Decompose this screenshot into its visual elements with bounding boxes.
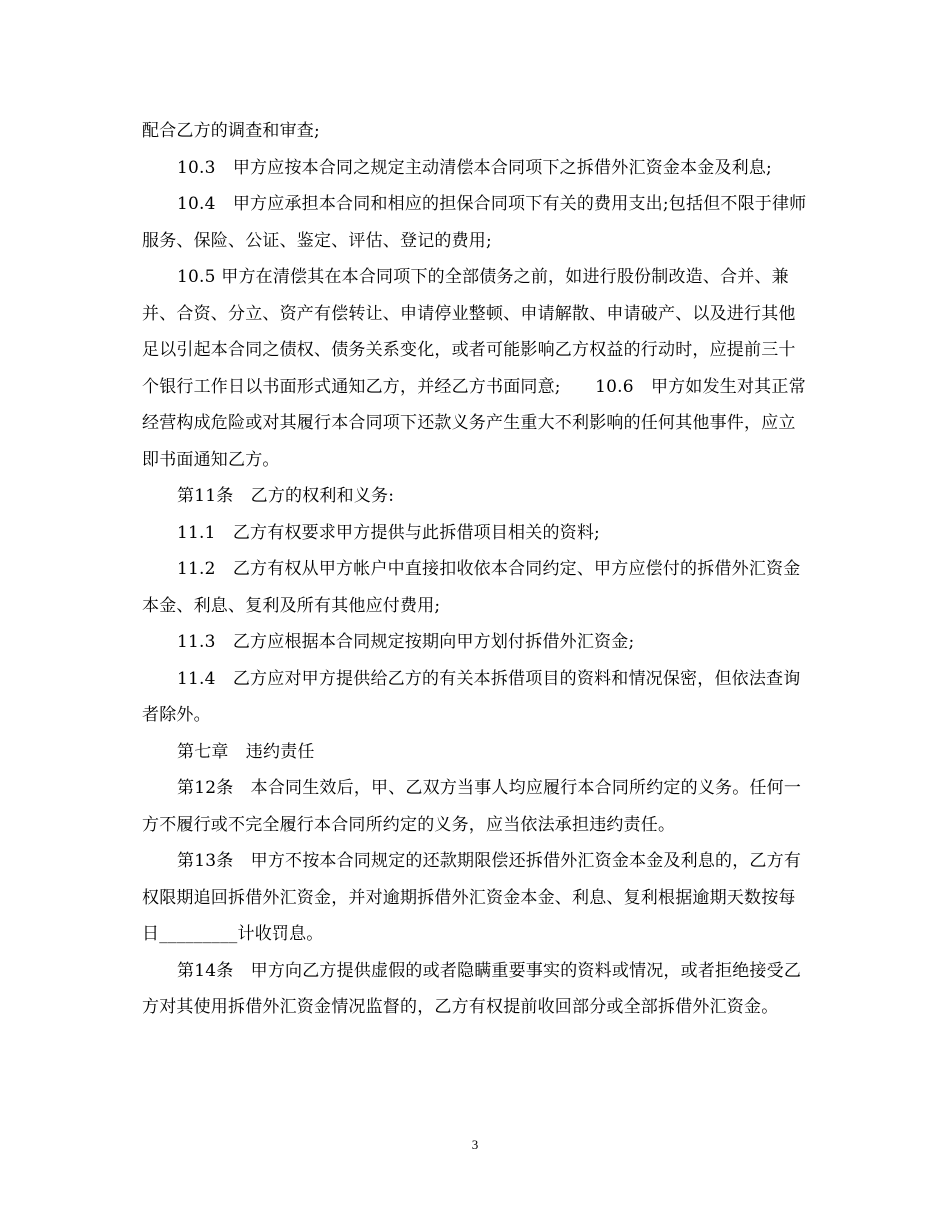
document-body bbox=[142, 113, 810, 1026]
clause-11-2: 11.2 乙方有权从甲方帐户中直接扣收依本合同约定、甲方应偿付的拆借外汇资金本金、利息、复利及所有其他应付费用; bbox=[142, 559, 801, 616]
article-11-heading: 第11条 乙方的权利和义务: bbox=[177, 486, 395, 506]
chapter-7-heading: 第七章 违约责任 bbox=[177, 741, 315, 762]
article-12: 第12条 本合同生效后，甲、乙双方当事人均应履行本合同所约定的义务。任何一方不履行或不完全履行本合同所约定的义务，应当依法承担违约责任。 bbox=[142, 778, 802, 835]
clause-11-3: 11.3 乙方应根据本合同规定按期向甲方划付拆借外汇资金; bbox=[177, 632, 635, 652]
article-14: 第14条 甲方向乙方提供虚假的或者隐瞒重要事实的资料或情况，或者拒绝接受乙方对其使用拆借外汇资金情况监督的，乙方有权提前收回部分或全部拆借外汇资金。 bbox=[142, 960, 802, 1017]
clause-10-3: 10.3 甲方应按本合同之规定主动清偿本合同项下之拆借外汇资金本金及利息; bbox=[177, 157, 772, 178]
clause-10-5: 10.5 甲方在清偿其在本合同项下的全部债务之前，如进行股份制改造、合并、兼并、合资、分立、资产有偿转让、申请停业整顿、申请解散、申请破产、以及进行其他足以引起本合同之债权、债务关系变化，或者可能影响乙方权益的行动时，应提前三十个银行工作日以书面形式通知乙方，并经乙方书面同意; 10.6 甲方如发生对其正常经营构成危险或对其履行本合同项下还款义务产生重大不利影响的任何其他事件，应立即书面通知乙方。 bbox=[142, 267, 806, 470]
article-13: 第13条 甲方不按本合同规定的还款期限偿还拆借外汇资金本金及利息的，乙方有权限期追回拆借外汇资金，并对逾期拆借外汇资金本金、利息、复利根据逾期天数按每日_________计收罚息。 bbox=[142, 851, 802, 944]
paragraph-continuation: 配合乙方的调查和审查; bbox=[142, 121, 320, 141]
clause-10-4: 10.4 甲方应承担本合同和相应的担保合同项下有关的费用支出;包括但不限于律师服务、保险、公证、鉴定、评估、登记的费用; bbox=[142, 194, 807, 251]
page-number: 3 bbox=[471, 1137, 479, 1152]
clause-11-4: 11.4 乙方应对甲方提供给乙方的有关本拆借项目的资料和情况保密，但依法查询者除外。 bbox=[142, 668, 801, 725]
clause-11-1: 11.1 乙方有权要求甲方提供与此拆借项目相关的资料; bbox=[177, 522, 600, 543]
